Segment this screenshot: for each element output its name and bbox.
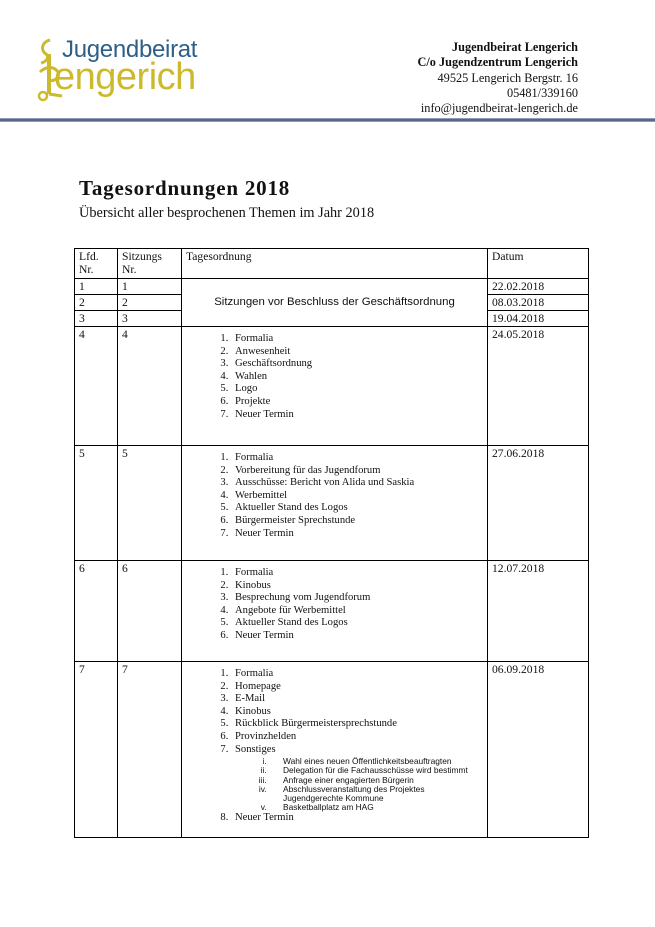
list-item: 1. Formalia [231,668,483,681]
cell-sitzung: 1 [118,279,182,295]
cell-lfd: 7 [75,662,118,838]
sender-address [417,40,578,116]
cell-agenda [182,446,488,561]
cell-datum: 24.05.2018 [488,327,589,446]
cell-agenda [182,327,488,446]
list-item: 4. Werbemittel [231,490,483,503]
list-item: 3. Ausschüsse: Bericht von Alida und Saskia [231,477,483,490]
list-item: 6. Provinzhelden [231,731,483,744]
list-item: 5. Aktueller Stand des Logos [231,502,483,515]
agenda-list [186,333,483,421]
list-item [231,744,483,813]
cell-datum: 08.03.2018 [488,295,589,311]
list-item: 2. Vorbereitung für das Jugendforum [231,465,483,478]
list-item: 2. Anwesenheit [231,346,483,359]
email-address: info@jugendbeirat-lengerich.de [420,101,578,116]
address-line: 05481/339160 [506,85,578,100]
cell-datum: 06.09.2018 [488,662,589,838]
address-line: 49525 Lengerich Bergstr. 16 [437,70,578,85]
cell-lfd: 4 [75,327,118,446]
cell-lfd: 3 [75,311,118,327]
cell-datum: 19.04.2018 [488,311,589,327]
cell-datum: 27.06.2018 [488,446,589,561]
list-item: 5. Aktueller Stand des Logos [231,617,483,630]
header-lfd: Lfd. Nr. [75,249,118,279]
cell-sitzung: 3 [118,311,182,327]
logo-line-1: Jugendbeirat [62,36,198,63]
logo [36,36,226,102]
cell-lfd: 2 [75,295,118,311]
header-datum: Datum [488,249,589,279]
agenda-list [186,668,483,825]
cell-agenda [182,561,488,662]
list-item: 4. Wahlen [231,371,483,384]
table-row [75,561,589,662]
header-divider [0,118,655,122]
agenda-table [74,248,589,838]
list-item: 6. Projekte [231,396,483,409]
list-item: 8. Neuer Termin [231,812,483,825]
cell-sitzung: 7 [118,662,182,838]
document-title: Tagesordnungen 2018 [79,176,291,200]
address-line: Jugendbeirat Lengerich [451,40,578,54]
address-line: C/o Jugendzentrum Lengerich [417,55,578,70]
list-item: 1. Formalia [231,567,483,580]
logo-line-2: engerich [54,56,196,98]
cell-lfd: 5 [75,446,118,561]
list-item: 5. Rückblick Bürgermeistersprechstunde [231,718,483,731]
sub-list-item: ii. Delegation für die Fachausschüsse wird bestimmt [269,766,483,775]
cell-datum: 12.07.2018 [488,561,589,662]
list-item: 5. Logo [231,383,483,396]
header-sitzung: Sitzungs Nr. [118,249,182,279]
list-item-label: Sonstiges [235,743,276,755]
agenda-list [186,567,483,643]
cell-sitzung: 4 [118,327,182,446]
cell-lfd: 6 [75,561,118,662]
table-row [75,446,589,561]
list-item: 4. Kinobus [231,706,483,719]
cell-sitzung: 6 [118,561,182,662]
sub-list [235,757,483,812]
table-header-row [75,249,589,279]
cell-lfd: 1 [75,279,118,295]
list-item: 3. Geschäftsordnung [231,358,483,371]
cell-sitzung: 2 [118,295,182,311]
list-item: 2. Kinobus [231,580,483,593]
header-tagesordnung: Tagesordnung [182,249,488,279]
list-item: 1. Formalia [231,452,483,465]
list-item: 7. Neuer Termin [231,409,483,422]
list-item: 3. Besprechung vom Jugendforum [231,592,483,605]
agenda-list [186,452,483,540]
document-subtitle: Übersicht aller besprochenen Themen im Jahr 2018 [79,205,375,221]
cell-merged-note: Sitzungen vor Beschluss der Geschäftsordnung [182,279,488,327]
sub-list-item: v. Basketballplatz am HAG [269,803,483,812]
list-item: 3. E-Mail [231,693,483,706]
table-row [75,327,589,446]
table-row [75,279,589,295]
sub-list-item: i. Wahl eines neuen Öffentlichkeitsbeauftragten [269,757,483,766]
cell-agenda [182,662,488,838]
list-item: 6. Bürgermeister Sprechstunde [231,515,483,528]
cell-datum: 22.02.2018 [488,279,589,295]
table-row [75,662,589,838]
list-item: 7. Neuer Termin [231,528,483,541]
list-item: 4. Angebote für Werbemittel [231,605,483,618]
list-item: 2. Homepage [231,681,483,694]
cell-sitzung: 5 [118,446,182,561]
list-item: 6. Neuer Termin [231,630,483,643]
sub-list-item: iv. Abschlussveranstaltung des Projektes Jugendgerechte Kommune [269,785,483,803]
sub-list-item: iii. Anfrage einer engagierten Bürgerin [269,776,483,785]
list-item: 1. Formalia [231,333,483,346]
